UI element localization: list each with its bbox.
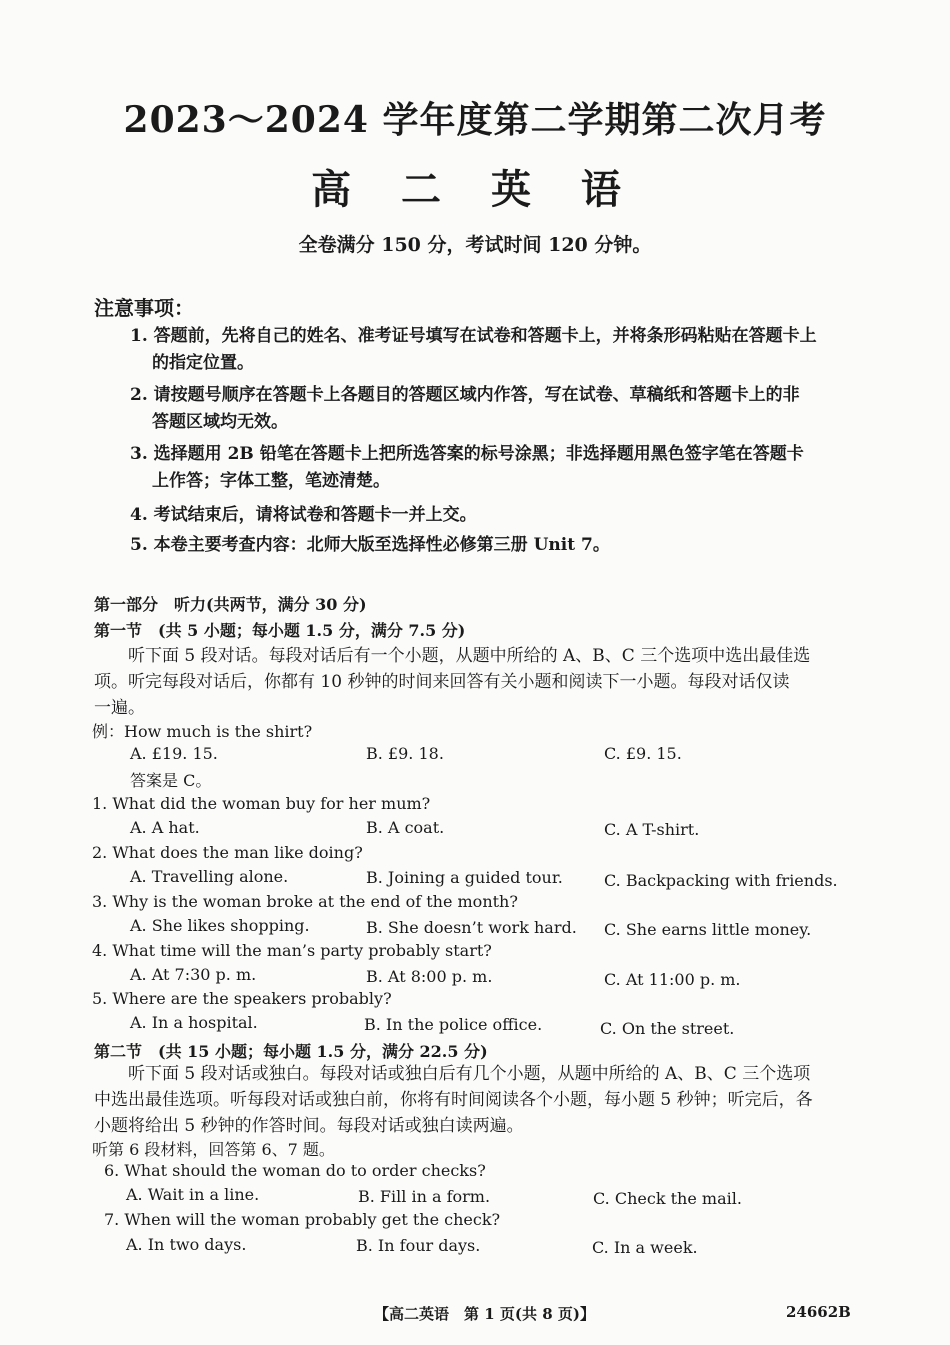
example-answer: 答案是 C。 bbox=[130, 771, 212, 790]
notice-line: 2. 请按题号顺序在答题卡上各题目的答题区域内作答，写在试卷、草稿纸和答题卡上的非 bbox=[130, 385, 800, 405]
q6-option-b: B. Fill in a form. bbox=[358, 1187, 491, 1206]
q6-option-c: C. Check the mail. bbox=[593, 1189, 742, 1208]
q5-option-b: B. In the police office. bbox=[364, 1015, 543, 1034]
q2-option-b: B. Joining a guided tour. bbox=[366, 868, 563, 887]
section2-title: 第二节 (共 15 小题；每小题 1.5 分，满分 22.5 分) bbox=[94, 1042, 488, 1061]
instr-line: 项。听完每段对话后，你都有 10 秒钟的时间来回答有关小题和阅读下一小题。每段对话仅读 bbox=[94, 672, 790, 692]
section2-instructions bbox=[94, 1061, 884, 1139]
subject-title: 高 二 英 语 bbox=[311, 166, 639, 213]
example-option-a: A. £19. 15. bbox=[130, 744, 218, 763]
example-option-c: C. £9. 15. bbox=[604, 744, 682, 763]
question-5: 5. Where are the speakers probably? bbox=[92, 989, 392, 1008]
notice-line: 上作答；字体工整，笔迹清楚。 bbox=[152, 471, 390, 491]
notice-line: 的指定位置。 bbox=[152, 353, 254, 373]
example-option-b: B. £9. 18. bbox=[366, 744, 444, 763]
q5-option-a: A. In a hospital. bbox=[130, 1013, 258, 1032]
notice-item-5 bbox=[130, 532, 890, 559]
exam-code: 24662B bbox=[786, 1303, 851, 1321]
q3-option-c: C. She earns little money. bbox=[604, 920, 812, 939]
instr-line: 听下面 5 段对话或独白。每段对话或独白后有几个小题，从题中所给的 A、B、C 三个选项 bbox=[128, 1064, 811, 1084]
q4-option-a: A. At 7:30 p. m. bbox=[130, 965, 257, 984]
section1-instructions bbox=[94, 643, 884, 721]
q6-option-a: A. Wait in a line. bbox=[126, 1185, 260, 1204]
q1-option-c: C. A T-shirt. bbox=[604, 820, 700, 839]
notice-item-3 bbox=[130, 441, 890, 495]
question-7: 7. When will the woman probably get the check? bbox=[104, 1210, 501, 1229]
part1-title: 第一部分 听力(共两节，满分 30 分) bbox=[94, 595, 367, 614]
instr-line: 中选出最佳选项。听每段对话或独白前，你将有时间阅读各个小题，每小题 5 秒钟；听完后，各 bbox=[94, 1090, 813, 1110]
example-question: 例：How much is the shirt? bbox=[92, 722, 313, 741]
exam-title: 2023～2024 学年度第二学期第二次月考 bbox=[123, 99, 827, 141]
material-instruction: 听第 6 段材料，回答第 6、7 题。 bbox=[92, 1140, 335, 1159]
q1-option-a: A. A hat. bbox=[130, 818, 200, 837]
exam-meta: 全卷满分 150 分，考试时间 120 分钟。 bbox=[298, 234, 652, 256]
q7-option-a: A. In two days. bbox=[126, 1235, 247, 1254]
section1-title: 第一节 (共 5 小题；每小题 1.5 分，满分 7.5 分) bbox=[94, 621, 466, 640]
page-number: 【高二英语 第 1 页(共 8 页)】 bbox=[374, 1305, 595, 1323]
q2-option-c: C. Backpacking with friends. bbox=[604, 871, 838, 890]
notice-item-1 bbox=[130, 323, 890, 377]
notice-line: 3. 选择题用 2B 铅笔在答题卡上把所选答案的标号涂黑；非选择题用黑色签字笔在答题卡 bbox=[130, 444, 804, 464]
notice-item-4 bbox=[130, 502, 890, 529]
notice-line: 4. 考试结束后，请将试卷和答题卡一并上交。 bbox=[130, 505, 477, 525]
notice-line: 答题区域均无效。 bbox=[152, 412, 288, 432]
q4-option-b: B. At 8:00 p. m. bbox=[366, 967, 493, 986]
instr-line: 一遍。 bbox=[94, 698, 145, 718]
question-6: 6. What should the woman do to order checks? bbox=[104, 1161, 486, 1180]
instr-line: 听下面 5 段对话。每段对话后有一个小题，从题中所给的 A、B、C 三个选项中选出最佳选 bbox=[128, 646, 811, 666]
notice-item-2 bbox=[130, 382, 890, 436]
notice-line: 1. 答题前，先将自己的姓名、准考证号填写在试卷和答题卡上，并将条形码粘贴在答题卡上 bbox=[130, 326, 817, 346]
question-3: 3. Why is the woman broke at the end of the month? bbox=[92, 892, 518, 911]
notice-title: 注意事项： bbox=[94, 296, 194, 320]
question-4: 4. What time will the man’s party probably start? bbox=[92, 941, 492, 960]
q7-option-c: C. In a week. bbox=[592, 1238, 698, 1257]
q7-option-b: B. In four days. bbox=[356, 1236, 481, 1255]
q5-option-c: C. On the street. bbox=[600, 1019, 735, 1038]
q3-option-b: B. She doesn’t work hard. bbox=[366, 918, 577, 937]
question-2: 2. What does the man like doing? bbox=[92, 843, 363, 862]
notice-line: 5. 本卷主要考查内容：北师大版至选择性必修第三册 Unit 7。 bbox=[130, 535, 610, 555]
q2-option-a: A. Travelling alone. bbox=[130, 867, 289, 886]
question-1: 1. What did the woman buy for her mum? bbox=[92, 794, 431, 813]
instr-line: 小题将给出 5 秒钟的作答时间。每段对话或独白读两遍。 bbox=[94, 1116, 524, 1136]
q3-option-a: A. She likes shopping. bbox=[130, 916, 310, 935]
q4-option-c: C. At 11:00 p. m. bbox=[604, 970, 741, 989]
q1-option-b: B. A coat. bbox=[366, 818, 445, 837]
